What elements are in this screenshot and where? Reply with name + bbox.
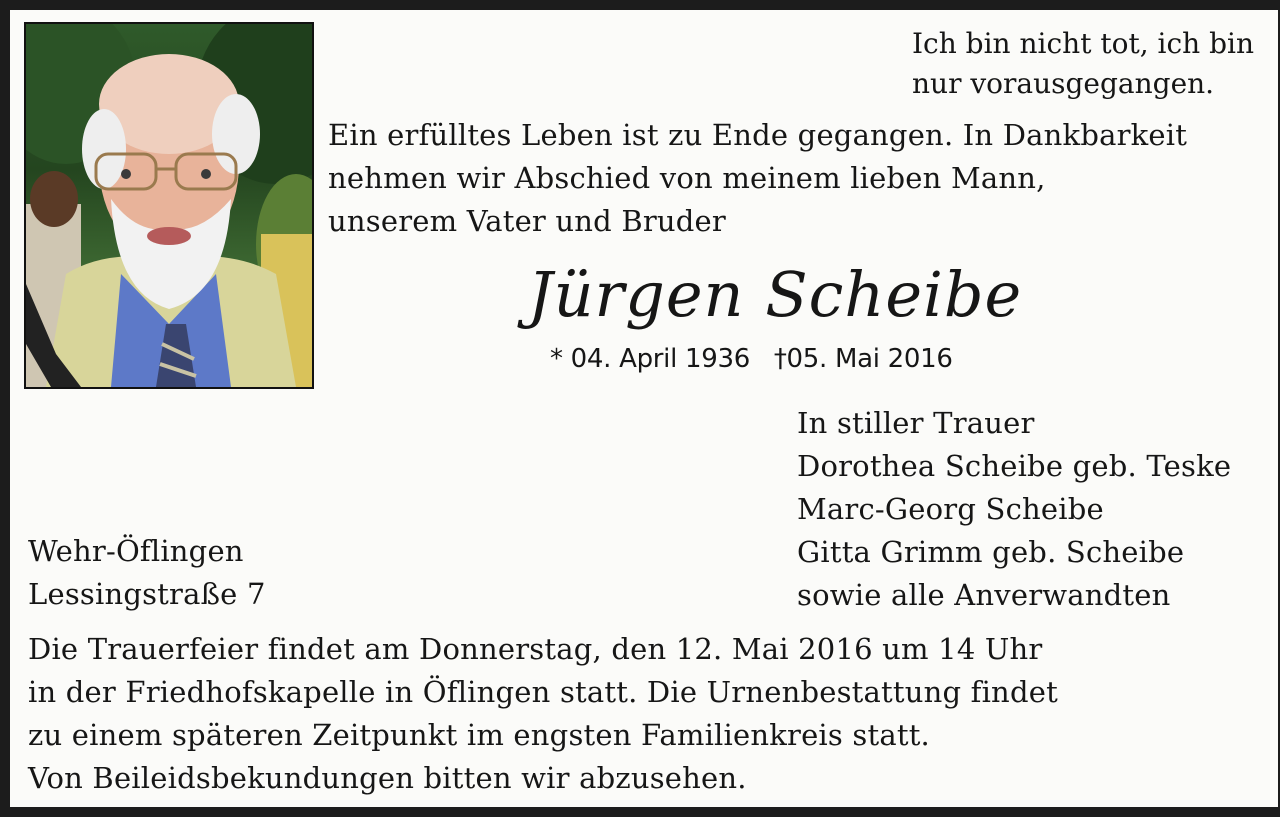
portrait-illustration	[26, 24, 312, 387]
portrait-photo	[24, 22, 314, 389]
mourners-list	[797, 402, 1267, 617]
mourner-line: In stiller Trauer	[797, 406, 1035, 440]
mourner-line: Marc-Georg Scheibe	[797, 492, 1104, 526]
ceremony-line: zu einem späteren Zeitpunkt im engsten Familienkreis statt.	[28, 718, 930, 752]
epigraph-line: Ich bin nicht tot, ich bin	[912, 27, 1254, 60]
address-city: Wehr-Öflingen	[28, 534, 244, 568]
epigraph-line: nur vorausgegangen.	[912, 67, 1215, 100]
ceremony-line: in der Friedhofskapelle in Öflingen statt. Die Urnenbestattung findet	[28, 675, 1058, 709]
intro-line: Ein erfülltes Leben ist zu Ende gegangen. In Dankbarkeit	[328, 118, 1188, 152]
mourner-line: Dorothea Scheibe geb. Teske	[797, 449, 1232, 483]
epigraph	[912, 24, 1272, 104]
ceremony-line: Die Trauerfeier findet am Donnerstag, den 12. Mai 2016 um 14 Uhr	[28, 632, 1043, 666]
deceased-name: Jürgen Scheibe	[527, 258, 1023, 331]
intro-line: nehmen wir Abschied von meinem lieben Mann,	[328, 161, 1046, 195]
mourner-line: Gitta Grimm geb. Scheibe	[797, 535, 1185, 569]
life-dates	[550, 340, 1110, 378]
ceremony-line: Von Beileidsbekundungen bitten wir abzusehen.	[28, 761, 747, 795]
intro-line: unserem Vater und Bruder	[328, 204, 726, 238]
address	[28, 530, 428, 616]
mourner-line: sowie alle Anverwandten	[797, 578, 1171, 612]
birth-date: * 04. April 1936	[550, 344, 750, 374]
address-street: Lessingstraße 7	[28, 577, 266, 611]
death-date: †05. Mai 2016	[773, 344, 953, 374]
ceremony-text	[28, 628, 1258, 800]
intro-text	[328, 114, 1258, 243]
